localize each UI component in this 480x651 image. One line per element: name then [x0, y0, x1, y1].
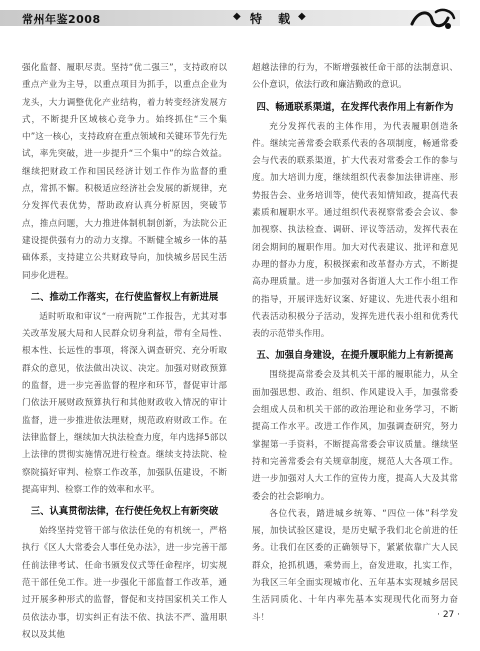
- section-heading-2: 二、推动工作落实，在行使监督权上有新进展: [30, 291, 219, 303]
- page-header: [0, 0, 480, 42]
- paragraph: 适时听取和审议“一府两院”工作报告，尤其对事关改革发展大局和人民群众切身利益，带有全局性、根本性、长远性的事项，将深入调查研究、充分听取群众的意见，依法做出决议、决定。加强对财政预算的监督，进一步完善监督的程序和环节，督促审计部门依法开展财政预算执行和其他财政收入情况的审计监督，进一步推进依法理财，规范政府财政工作。在法律监督上，继续加大执法检查力度，年内选择5部以上法律的贯彻实施情况进行检查。继续支持法院、检察院搞好审判、检察工作改革，加强队伍建设，不断提高审判、检察工作的效率和水平。: [22, 311, 227, 495]
- paragraph: 围绕提高常委会及其机关干部的履职能力，从全面加强思想、政治、组织、作风建设入手，加强常委会组成人员和机关干部的政治理论和业务学习，不断提高工作水平。改进工作作风，加强调查研究，努力掌握第一手资料，不断提高常委会审议质量。继续坚持和完善常委会有关规章制度，规范人大各项工作。进一步加强对人大工作的宣传力度，提高人大及其常委会的社会影响力。: [252, 370, 458, 502]
- right-column: [252, 60, 458, 627]
- paragraph: 各位代表，踏进城乡统筹、“四位一体”科学发展，加快试验区建设，是历史赋予我们北仑前进的任务。让我们在区委的正确领导下，紧紧依靠广大人民群众，抢抓机遇，乘势而上，奋发进取，扎实工作，为我区三年全面实现城市化、五年基本实现城乡居民生活同质化、十年内率先基本实现现代化而努力奋斗！: [252, 508, 458, 623]
- section-title: 特 载: [250, 12, 297, 26]
- paragraph: 充分发挥代表的主体作用，为代表履职创造条件。继续完善常委会联系代表的各项制度，畅通常委会与代表的联系渠道，扩大代表对常委会工作的参与度。加大培训力度，继续组织代表参加法律讲座、形势报告会、业务培训等，使代表知情知政，提高代表素质和履职水平。通过组织代表视察常委会会议、参加视察、执法检查、调研、评议等活动，发挥代表在闭会期间的履职作用。加大对代表建议、批评和意见办理的督办力度，积极探索和改革督办方式，不断提高办理质量。进一步加强对各街道人大工作小组工作的指导，开展评选好议案、好建议、先进代表小组和代表活动积极分子活动，发挥先进代表小组和优秀代表的示范带头作用。: [252, 121, 458, 340]
- yearbook-logo-icon: [408, 6, 458, 32]
- left-column: [22, 60, 227, 644]
- paragraph: 超越法律的行为，不断增强被任命干部的法制意识、公仆意识，依法行政和廉洁勤政的意识。: [252, 63, 458, 91]
- diamond-left-icon: ◆: [233, 11, 241, 22]
- yearbook-title: 常州年鉴2008: [22, 13, 101, 26]
- paragraph: 始终坚持党管干部与依法任免的有机统一，严格执行《区人大常委会人事任免办法》，进一步完善干部任前法律考试、任命书颁发仪式等任命程序，切实规范干部任免工作。进一步强化干部监督工作改革，通过开展多种形式的监督，督促和支持国家机关工作人员依法办事，切实纠正有法不依、执法不严、滥用职权以及其他: [22, 526, 227, 640]
- section-heading-3: 三、认真贯彻法律，在行使任免权上有新突破: [30, 506, 219, 518]
- paragraph: 强化监督、履职尽责。坚持“优二强三”，支持政府以重点产业为主导，以重点项目为抓手，以重点企业为龙头，大力调整优化产业结构，着力转变经济发展方式，不断提升区域核心竞争力。始终抓住“三个集中”这一核心，支持政府在重点领域和关键环节先行先试，率先突破，进一步提升“三个集中”的综合效益。继续把财政工作和国民经济计划工作作为监督的重点，常抓不懈。积极适应经济社会发展的新规律，充分发挥代表优势，帮助政府认真分析原因，突破节点，推点问题，大力推进体制机制创新，为法院公正建设提供强有力的动力支撑。不断健全城乡一体的基础体系，支持建立公共财政导向，加快城乡居民生活同步化进程。: [22, 63, 227, 281]
- diamond-right-icon: ◆: [298, 11, 306, 22]
- page-number: · 27 ·: [437, 610, 460, 620]
- section-heading-5: 五、加强自身建设，在提升履职能力上有新提高: [256, 350, 454, 362]
- section-heading-4: 四、畅通联系渠道，在发挥代表作用上有新作为: [256, 101, 454, 113]
